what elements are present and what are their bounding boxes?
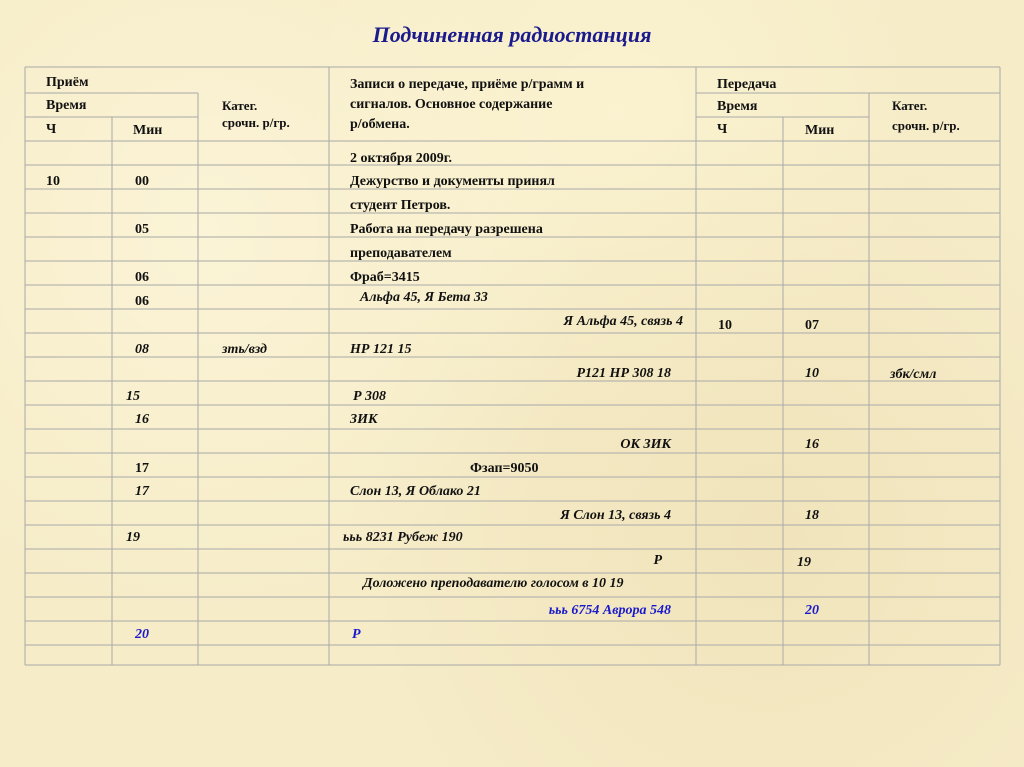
row-15-min: 17: [135, 484, 149, 499]
row-20-out-min: 20: [805, 603, 819, 618]
row-17-hour: 19: [126, 530, 140, 545]
row-15-text: Слон 13, Я Облако 21: [350, 484, 481, 499]
page-title: Подчиненная радиостанция: [372, 22, 652, 47]
row-19-text: Доложено преподавателю голосом в 10 19: [363, 576, 624, 591]
header-min-right: Мин: [805, 123, 835, 138]
row-6-min: 06: [135, 270, 149, 285]
header-min-left: Мин: [133, 123, 163, 138]
header-categ-right-2: срочн. р/гр.: [892, 118, 960, 133]
row-7-text: Альфа 45, Я Бета 33: [360, 290, 488, 305]
row-16-out-min: 18: [805, 508, 819, 523]
header-categ-right-1: Катег.: [892, 98, 928, 113]
header-time-left: Время: [46, 98, 87, 113]
row-21-text: Р: [352, 627, 361, 642]
header-records-1: Записи о передаче, приёме р/грамм и: [350, 77, 585, 92]
row-9-min: 08: [135, 342, 149, 357]
row-10-out-cat: збк/смл: [890, 367, 937, 382]
row-6-text: Фраб=3415: [350, 270, 420, 285]
row-16-text: Я Слон 13, связь 4: [560, 508, 671, 523]
row-18-text: Р: [653, 553, 662, 568]
row-2-text: Дежурство и документы принял: [350, 174, 555, 189]
row-1-text: 2 октября 2009г.: [350, 151, 452, 166]
row-9-cat: зть/взд: [222, 342, 267, 357]
header-hour-right: Ч: [717, 122, 728, 137]
header-records-3: р/обмена.: [350, 117, 410, 132]
row-11-hour: 15: [126, 389, 140, 404]
row-2-hour: 10: [46, 174, 60, 189]
row-14-text: Фзап=9050: [470, 461, 539, 476]
row-4-min: 05: [135, 222, 149, 237]
header-time-right: Время: [717, 99, 758, 114]
header-categ-left-2: срочн. р/гр.: [222, 115, 290, 130]
row-5-text: преподавателем: [350, 246, 452, 261]
row-8-out-hour: 10: [718, 318, 732, 333]
row-2-min: 00: [135, 174, 149, 189]
row-11-text: Р 308: [353, 389, 387, 404]
row-17-text: ььь 8231 Рубеж 190: [343, 530, 463, 545]
row-13-out-min: 16: [805, 437, 819, 452]
row-3-text: студент Петров.: [350, 198, 451, 213]
row-21-hour: 20: [135, 627, 149, 642]
row-9-text: НР 121 15: [350, 342, 412, 357]
header-records-2: сигналов. Основное содержание: [350, 97, 553, 112]
header-peredacha: Передача: [717, 77, 777, 92]
header-hour-left: Ч: [46, 122, 57, 137]
row-8-out-min: 07: [805, 318, 819, 333]
row-4-text: Работа на передачу разрешена: [350, 222, 543, 237]
row-7-min: 06: [135, 294, 149, 309]
row-20-text: ььь 6754 Аврора 548: [548, 603, 671, 618]
row-14-min: 17: [135, 461, 149, 476]
row-18-out-hour: 19: [797, 555, 811, 570]
row-8-text: Я Альфа 45, связь 4: [563, 314, 683, 329]
row-12-min: 16: [135, 412, 149, 427]
header-categ-left-1: Катег.: [222, 98, 258, 113]
row-13-text: ОК ЗИК: [620, 437, 671, 452]
row-10-text: Р121 НР 308 18: [576, 366, 671, 381]
row-12-text: ЗИК: [350, 412, 378, 427]
header-priem: Приём: [46, 75, 89, 90]
row-10-out-min: 10: [805, 366, 819, 381]
